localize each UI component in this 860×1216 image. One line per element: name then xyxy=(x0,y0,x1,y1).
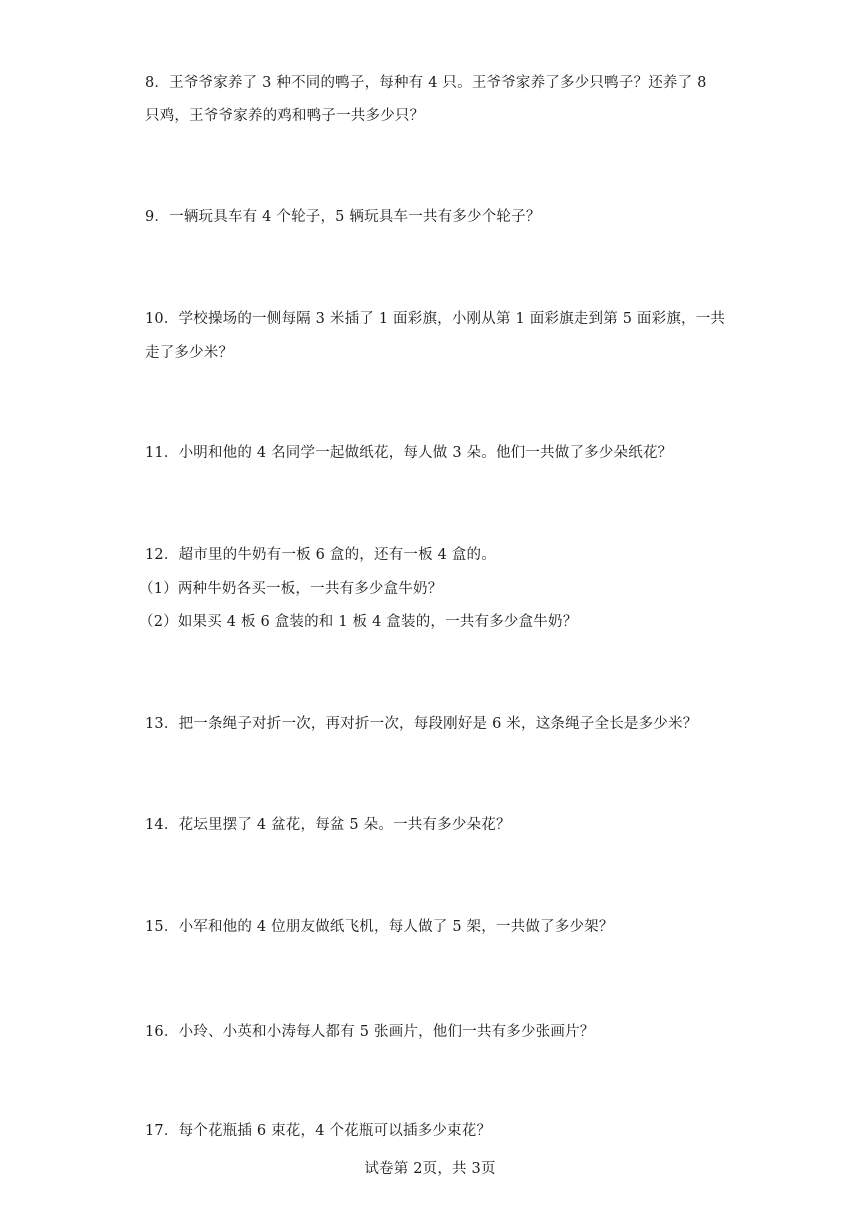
question-13-line-1 xyxy=(145,714,697,734)
question-number: 14． xyxy=(145,817,179,833)
question-number: 15． xyxy=(145,919,179,935)
question-14-line-1 xyxy=(145,815,511,835)
question-number: 10． xyxy=(145,311,179,327)
question-10-line-2: 走了多少米？ xyxy=(145,345,234,361)
question-text: 小军和他的 4 位朋友做纸飞机，每人做了 5 架，一共做了多少架？ xyxy=(178,919,614,935)
question-15-line-1 xyxy=(145,917,614,937)
page-footer: 试卷第 2页，共 3页 xyxy=(364,1161,496,1177)
question-number: 16． xyxy=(145,1024,179,1040)
question-10-line-1 xyxy=(145,309,725,329)
question-11-line-1 xyxy=(145,443,672,463)
question-text: 超市里的牛奶有一板 6 盒的，还有一板 4 盒的。 xyxy=(178,547,496,563)
question-text: 花坛里摆了 4 盆花，每盆 5 朵。一共有多少朵花？ xyxy=(178,817,511,833)
question-number: 17． xyxy=(145,1123,179,1139)
question-number: 12． xyxy=(145,547,179,563)
question-text: 王爷爷家养了 3 种不同的鸭子，每种有 4 只。王爷爷家养了多少只鸭子？还养了 8 xyxy=(169,75,707,91)
question-text: 一辆玩具车有 4 个轮子，5 辆玩具车一共有多少个轮子？ xyxy=(169,209,541,225)
question-text: 每个花瓶插 6 束花，4 个花瓶可以插多少束花？ xyxy=(178,1123,492,1139)
question-number: 8． xyxy=(145,75,170,91)
question-9-line-1 xyxy=(145,207,541,227)
question-8-line-2: 只鸡，王爷爷家养的鸡和鸭子一共多少只？ xyxy=(145,108,425,124)
question-text: 小玲、小英和小涛每人都有 5 张画片，他们一共有多少张画片？ xyxy=(178,1024,595,1040)
question-12-line-1 xyxy=(145,545,496,565)
question-12-sub-2: （2）如果买 4 板 6 盒装的和 1 板 4 盒装的，一共有多少盒牛奶？ xyxy=(139,614,578,630)
question-12-sub-1: （1）两种牛奶各买一板，一共有多少盒牛奶？ xyxy=(139,581,443,597)
question-16-line-1 xyxy=(145,1022,595,1042)
question-number: 9． xyxy=(145,209,170,225)
question-8-line-1 xyxy=(145,73,707,93)
question-number: 11． xyxy=(145,445,179,461)
question-17-line-1 xyxy=(145,1121,491,1141)
question-number: 13． xyxy=(145,716,179,732)
question-text: 学校操场的一侧每隔 3 米插了 1 面彩旗，小刚从第 1 面彩旗走到第 5 面彩旗，一共 xyxy=(178,311,726,327)
question-text: 小明和他的 4 名同学一起做纸花，每人做 3 朵。他们一共做了多少朵纸花？ xyxy=(178,445,673,461)
question-text: 把一条绳子对折一次，再对折一次，每段刚好是 6 米，这条绳子全长是多少米？ xyxy=(178,716,698,732)
